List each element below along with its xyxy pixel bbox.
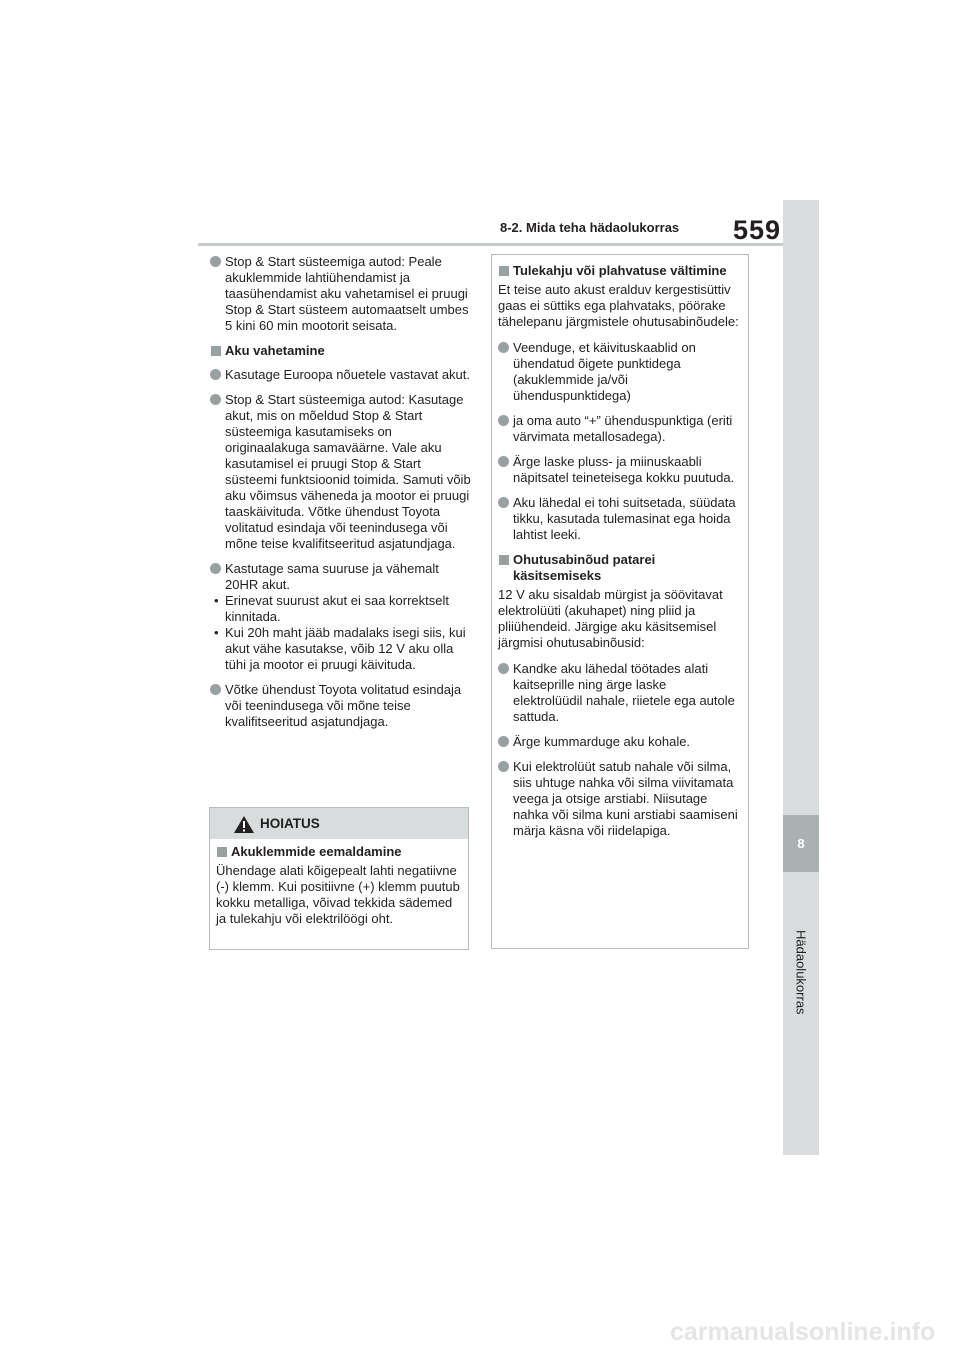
sub-list-item: • Erinevat suurust akut ei saa korrektselt kinnitada.	[214, 593, 449, 624]
left-column	[210, 254, 472, 739]
list-item: Kastutage sama suuruse ja vähemalt 20HR akut.	[210, 561, 472, 593]
bullet-icon	[498, 456, 509, 467]
bullet-icon	[498, 663, 509, 674]
section-title: 8-2. Mida teha hädaolukorras	[500, 220, 680, 235]
right-caution-box	[491, 254, 749, 949]
list-item: Ärge laske pluss- ja miinuskaabli näpitsatel teineteisega kokku puutuda.	[498, 454, 739, 486]
bullet-icon	[210, 256, 221, 267]
bullet-icon	[210, 369, 221, 380]
bullet-icon	[498, 497, 509, 508]
list-item: Kasutage Euroopa nõuetele vastavat akut.	[210, 367, 472, 383]
paragraph: 12 V aku sisaldab mürgist ja söövitavat elektrolüüti (akuhapet) ning pliid ja pliiühendeid. Järgige aku käsitsemisel järgmisi ohutusabinõusid:	[498, 587, 723, 650]
section-heading: Aku vahetamine	[210, 343, 472, 359]
list-item: Võtke ühendust Toyota volitatud esindaja või teenindusega või mõne teise kvalifitseeritud asjatundjaga.	[210, 682, 472, 730]
square-bullet-icon	[211, 346, 221, 356]
bullet-icon	[498, 342, 509, 353]
square-bullet-icon	[499, 555, 509, 565]
warning-header	[210, 808, 468, 839]
header-rule	[198, 243, 783, 246]
section-heading: Tulekahju või plahvatuse vältimine	[498, 263, 739, 279]
bullet-icon	[210, 563, 221, 574]
list-item: Kui elektrolüüt satub nahale või silma, siis uhtuge nahka või silma viivitamata veega ja otsige arstiabi. Niisutage nahka või silma kuni arstiabi saamiseni märja käsna või riidelapiga.	[498, 759, 739, 839]
list-item: Veenduge, et käivituskaablid on ühendatud õigete punktidega (akuklemmide ja/või ühenduspunktidega)	[498, 340, 739, 404]
paragraph: Et teise auto akust eralduv kergestisüttiv gaas ei süttiks ega plahvataks, pöörake tähelepanu järgmistele ohutusabinõudele:	[498, 282, 739, 329]
square-bullet-icon	[217, 847, 227, 857]
list-item: Stop & Start süsteemiga autod: Kasutage akut, mis on mõeldud Stop & Start süsteemiga kasutamiseks on originaalakuga samaväärne. Vale aku kasutamisel ei pruugi Stop & Start süsteemi funktsioonid toimida. Samuti võib aku võimsus väheneda ja mootor ei pruugi taaskäivituda. Võtke ühendust Toyota volitatud esindaja või teenindusega või mõne teise kvalifitseeritud asjatundjaga.	[210, 392, 472, 552]
bullet-icon	[498, 736, 509, 747]
warning-box	[209, 807, 469, 950]
bullet-icon	[210, 684, 221, 695]
list-item: Kandke aku lähedal töötades alati kaitseprille ning ärge laske elektrolüüdil nahale, riietele ega autole sattuda.	[498, 661, 739, 725]
warning-title: HOIATUS	[260, 816, 320, 831]
page-number: 559	[733, 215, 782, 245]
list-item: ja oma auto “+” ühenduspunktiga (eriti värvimata metallosadega).	[498, 413, 739, 445]
bullet-icon	[210, 394, 221, 405]
warning-text: Ühendage alati kõigepealt lahti negatiivne (-) klemm. Kui positiivne (+) klemm puutub kokku metalliga, võivad tekkida sädemed ja tulekahju või elektrilöögi oht.	[216, 863, 460, 926]
list-item: Aku lähedal ei tohi suitsetada, süüdata tikku, kasutada tulemasinat ega hoida lahtist leeki.	[498, 495, 739, 543]
watermark: carmanualsonline.info	[670, 1318, 936, 1346]
square-bullet-icon	[499, 266, 509, 276]
sub-list-item: • Kui 20h maht jääb madalaks isegi siis, kui akut vähe kasutakse, võib 12 V aku olla tühi ja mootor ei pruugi käivituda.	[214, 625, 466, 672]
list-item: Stop & Start süsteemiga autod: Peale akuklemmide lahtiühendamist ja taasühendamist aku vahetamisel ei pruugi Stop & Start süsteem automaatselt umbes 5 kini 60 min mootorit seisata.	[210, 254, 472, 334]
list-item: Ärge kummarduge aku kohale.	[498, 734, 739, 750]
warning-heading: Akuklemmide eemaldamine	[216, 844, 462, 860]
chapter-label: Hädaolukorras	[793, 930, 809, 1015]
bullet-icon	[498, 415, 509, 426]
chapter-number: 8	[783, 815, 819, 872]
section-heading: Ohutusabinõud patarei käsitsemiseks	[498, 552, 739, 584]
bullet-icon	[498, 761, 509, 772]
warning-icon	[233, 815, 255, 838]
